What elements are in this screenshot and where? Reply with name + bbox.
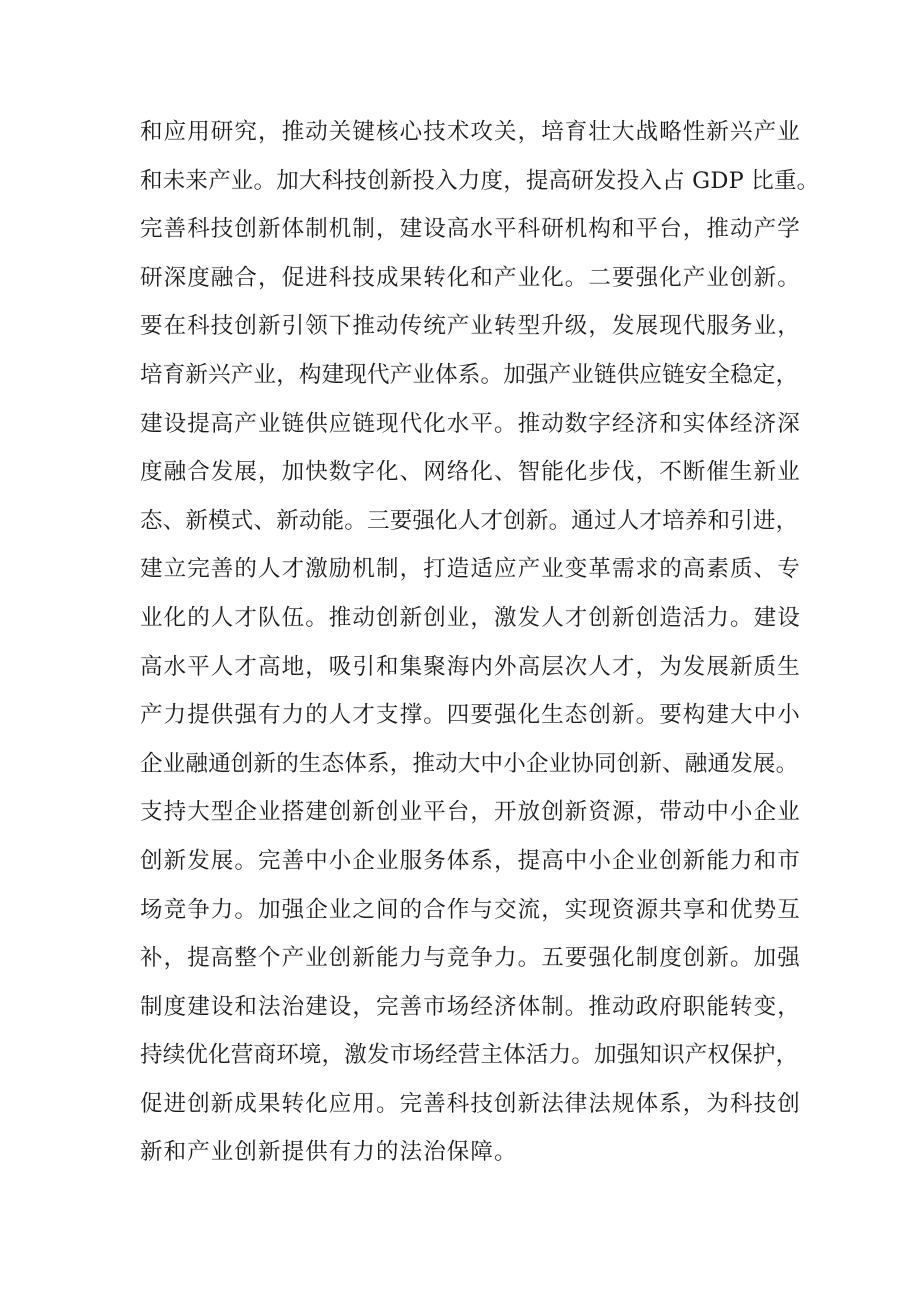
text-line-11: 业化的人才队伍。推动创新创业，激发人才创新创造活力。建设 — [140, 604, 801, 631]
text-line-14: 企业融通创新的生态体系，推动大中小企业协同创新、融通发展。 — [140, 750, 799, 777]
text-line-20: 持续优化营商环境，激发市场经营主体活力。加强知识产权保护， — [140, 1042, 799, 1069]
text-line-10: 建立完善的人才激励机制，打造适应产业变革需求的高素质、专 — [140, 556, 801, 583]
text-line-19: 制度建设和法治建设，完善市场经济体制。推动政府职能转变， — [140, 993, 801, 1020]
text-line-16: 创新发展。完善中小企业服务体系，提高中小企业创新能力和市 — [140, 847, 801, 874]
text-line-2: 和未来产业。加大科技创新投入力度，提高研发投入占 GDP 比重。 — [140, 167, 820, 194]
body-paragraph — [140, 108, 820, 1177]
text-line-7: 建设提高产业链供应链现代化水平。推动数字经济和实体经济深 — [140, 410, 801, 437]
text-line-22: 新和产业创新提供有力的法治保障。 — [140, 1139, 518, 1166]
text-line-1: 和应用研究，推动关键核心技术攻关，培育壮大战略性新兴产业 — [140, 119, 801, 145]
text-line-15: 支持大型企业搭建创新创业平台，开放创新资源，带动中小企业 — [140, 799, 801, 826]
text-line-4: 研深度融合，促进科技成果转化和产业化。二要强化产业创新。 — [140, 264, 801, 291]
text-line-8: 度融合发展，加快数字化、网络化、智能化步伐，不断催生新业 — [140, 459, 801, 486]
text-line-6: 培育新兴产业，构建现代产业体系。加强产业链供应链安全稳定， — [140, 361, 799, 388]
text-line-5: 要在科技创新引领下推动传统产业转型升级，发展现代服务业， — [140, 313, 801, 340]
text-line-13: 产力提供强有力的人才支撑。四要强化生态创新。要构建大中小 — [140, 702, 801, 729]
text-line-17: 场竞争力。加强企业之间的合作与交流，实现资源共享和优势互 — [140, 896, 801, 923]
text-line-21: 促进创新成果转化应用。完善科技创新法律法规体系，为科技创 — [140, 1090, 801, 1117]
text-line-3: 完善科技创新体制机制，建设高水平科研机构和平台，推动产学 — [140, 216, 801, 243]
text-line-12: 高水平人才高地，吸引和集聚海内外高层次人才，为发展新质生 — [140, 653, 801, 680]
text-line-18: 补，提高整个产业创新能力与竞争力。五要强化制度创新。加强 — [140, 945, 801, 972]
text-line-9: 态、新模式、新动能。三要强化人才创新。通过人才培养和引进， — [140, 507, 799, 534]
